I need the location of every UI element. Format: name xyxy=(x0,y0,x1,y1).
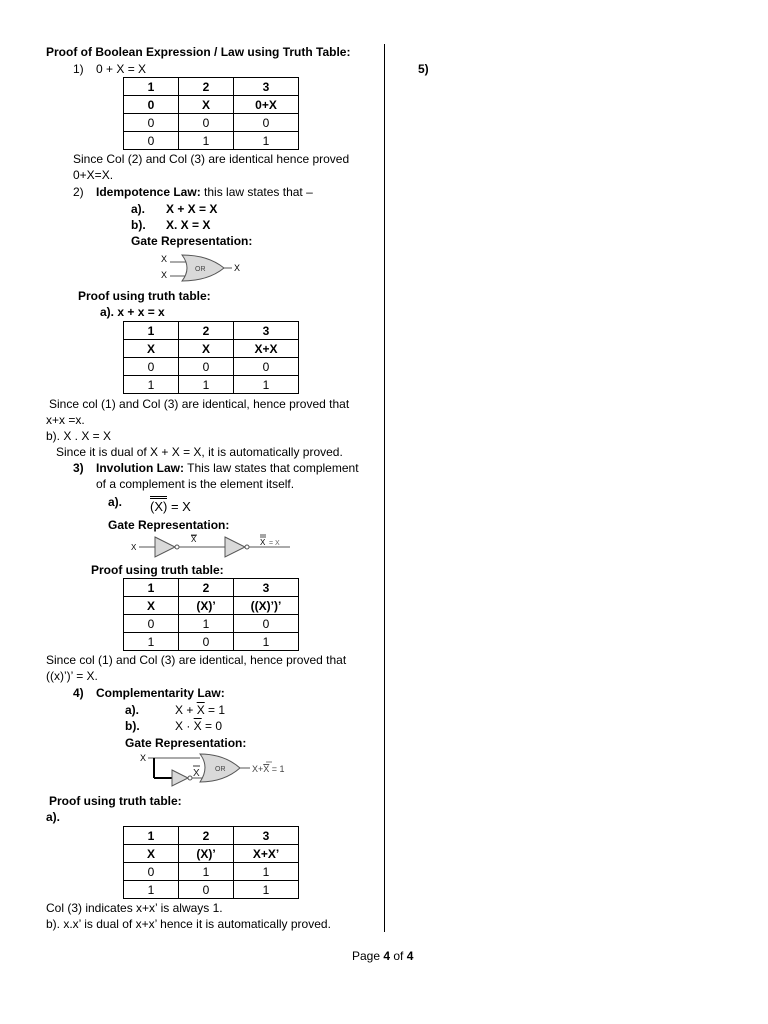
law2-conclusion: Since col (1) and Col (3) are identical, hence proved that xyxy=(49,397,350,411)
law2-b-line: b). X . X = X xyxy=(46,429,112,443)
complement-or-gate-diagram xyxy=(140,752,300,786)
law4-a-label: a). xyxy=(125,703,140,717)
table-row xyxy=(124,340,299,358)
table-row xyxy=(124,633,299,651)
expr-part: = 0 xyxy=(201,719,223,733)
table-cell: 0 xyxy=(124,358,179,376)
table-header-row xyxy=(124,579,299,597)
law3-conclusion-cont: ((x)’)’ = X. xyxy=(46,669,98,683)
table-cell: 0 xyxy=(179,358,234,376)
law2-description: this law states that – xyxy=(204,185,313,199)
table-cell: 0 xyxy=(124,863,179,881)
table-cell: 1 xyxy=(234,881,299,899)
expr-part: X + xyxy=(175,703,197,717)
table-row xyxy=(124,358,299,376)
table-header-cell: 2 xyxy=(179,579,234,597)
law4-title: Complementarity Law: xyxy=(96,686,225,700)
gate-input-label: X xyxy=(131,543,137,552)
law3-a-expression-rest: = X xyxy=(170,499,191,514)
table-row xyxy=(124,881,299,899)
table-header-cell: 3 xyxy=(234,827,299,845)
table-cell: 0 xyxy=(179,881,234,899)
table-cell: 0+X xyxy=(234,96,299,114)
table-cell: 0 xyxy=(179,633,234,651)
law2-b-label: b). xyxy=(131,218,146,232)
law3-proof-heading: Proof using truth table: xyxy=(91,563,224,577)
expr-part: X · xyxy=(175,719,194,733)
or-gate-label: OR xyxy=(195,266,206,273)
law4-conclusion-cont: b). x.x’ is dual of x+x’ hence it is automatically proved. xyxy=(46,917,331,931)
law1-conclusion: Since Col (2) and Col (3) are identical hence proved xyxy=(73,152,350,166)
table-cell: X xyxy=(179,340,234,358)
table-cell: 1 xyxy=(179,615,234,633)
table-header-cell: 2 xyxy=(179,78,234,96)
table-row xyxy=(124,863,299,881)
table-header-cell: 3 xyxy=(234,579,299,597)
law4-conclusion: Col (3) indicates x+x’ is always 1. xyxy=(46,901,223,915)
table-row xyxy=(124,114,299,132)
law1-truth-table xyxy=(123,77,299,150)
complement-var: $\overline{X}$ xyxy=(193,719,202,733)
table-cell: X+X’ xyxy=(234,845,299,863)
expr-part: = 1 xyxy=(204,703,226,717)
page-heading: Proof of Boolean Expression / Law using Truth Table: xyxy=(46,45,351,59)
law3-a-label: a). xyxy=(108,495,123,509)
table-cell: (X)’ xyxy=(179,597,234,615)
table-cell: 1 xyxy=(124,881,179,899)
footer-prefix: Page xyxy=(352,949,384,963)
not-gate-shape xyxy=(172,770,188,786)
law4-gate-heading: Gate Representation: xyxy=(125,736,247,750)
table-cell: 0 xyxy=(234,114,299,132)
law2-b-expression: X. X = X xyxy=(166,218,211,232)
table-header-row xyxy=(124,322,299,340)
table-row xyxy=(124,132,299,150)
table-header-cell: 2 xyxy=(179,322,234,340)
table-cell: X xyxy=(124,597,179,615)
table-cell: X xyxy=(124,340,179,358)
law2-number: 2) xyxy=(73,185,84,199)
law1-conclusion-cont: 0+X=X. xyxy=(73,168,114,182)
table-row xyxy=(124,597,299,615)
gate-mid-label: X xyxy=(191,535,197,544)
table-cell: X xyxy=(179,96,234,114)
law2-title: Idempotence Law: xyxy=(96,185,201,199)
gate-output-eq: = X xyxy=(269,540,280,547)
law4-a-expression xyxy=(175,702,225,718)
table-header-cell: 1 xyxy=(124,78,179,96)
table-row xyxy=(124,845,299,863)
law4-number: 4) xyxy=(73,686,84,700)
table-cell: 0 xyxy=(234,615,299,633)
table-header-cell: 3 xyxy=(234,78,299,96)
gate-output-label: X xyxy=(260,538,266,547)
table-cell: 1 xyxy=(124,376,179,394)
table-cell: 1 xyxy=(234,863,299,881)
law1-number: 1) xyxy=(73,62,84,76)
law3-title: Involution Law: xyxy=(96,461,184,475)
law3-conclusion: Since col (1) and Col (3) are identical, hence proved that xyxy=(46,653,347,667)
or-gate-diagram xyxy=(158,252,248,284)
law4-proof-heading: Proof using truth table: xyxy=(49,794,182,808)
law3-description: This law states that complement xyxy=(187,461,359,475)
gate-input-label: X xyxy=(140,753,147,763)
law2-proof-heading: Proof using truth table: xyxy=(78,289,211,303)
law2-dual-line: Since it is dual of X + X = X, it is automatically proved. xyxy=(56,445,343,459)
table-cell: 1 xyxy=(179,376,234,394)
law3-truth-table xyxy=(123,578,299,651)
law2-a-label: a). xyxy=(131,202,146,216)
gate-input-label: X xyxy=(161,254,168,264)
gate-output-label: X+X = 1 xyxy=(252,764,285,774)
not-gate-shape xyxy=(225,537,245,557)
complement-var: $\overline{X}$ xyxy=(196,703,205,717)
gate-output-label: X xyxy=(234,263,241,273)
law2-a-expression: X + X = X xyxy=(166,202,218,216)
law3-description-cont: of a complement is the element itself. xyxy=(96,477,295,491)
footer-page-number: 4 xyxy=(383,949,391,963)
table-cell: 1 xyxy=(124,633,179,651)
table-cell: X xyxy=(124,845,179,863)
law4-a-label2: a). xyxy=(46,810,61,824)
table-row xyxy=(124,615,299,633)
or-gate-label: OR xyxy=(215,766,226,773)
right-column-item-number: 5) xyxy=(418,62,429,76)
table-header-row xyxy=(124,827,299,845)
table-header-cell: 3 xyxy=(234,322,299,340)
page-footer xyxy=(352,948,413,964)
law4-truth-table xyxy=(123,826,299,899)
table-cell: 0 xyxy=(124,132,179,150)
footer-total-pages: 4 xyxy=(406,949,414,963)
table-header-cell: 1 xyxy=(124,322,179,340)
table-row xyxy=(124,96,299,114)
table-header-cell: 1 xyxy=(124,827,179,845)
table-cell: 0 xyxy=(124,114,179,132)
not-gates-diagram xyxy=(130,533,300,561)
table-header-cell: 1 xyxy=(124,579,179,597)
table-cell: 1 xyxy=(234,132,299,150)
column-divider xyxy=(384,44,385,932)
law2-sub-a: a). x + x = x xyxy=(100,305,165,319)
table-cell: X+X xyxy=(234,340,299,358)
table-row xyxy=(124,376,299,394)
law3-a-expression xyxy=(150,496,191,515)
law2-conclusion-cont: x+x =x. xyxy=(46,413,85,427)
table-header-cell: 2 xyxy=(179,827,234,845)
not-output-label: X xyxy=(193,768,200,779)
law4-b-expression xyxy=(175,718,222,734)
table-cell: ((X)’)’ xyxy=(234,597,299,615)
not-gate-shape xyxy=(155,537,175,557)
law1-expression: 0 + X = X xyxy=(96,62,147,76)
table-cell: (X)’ xyxy=(179,845,234,863)
table-cell: 0 xyxy=(124,615,179,633)
gate-input-label: X xyxy=(161,270,168,280)
law4-b-label: b). xyxy=(125,719,140,733)
law2-truth-table xyxy=(123,321,299,394)
table-header-row xyxy=(124,78,299,96)
footer-of: of xyxy=(390,949,407,963)
table-cell: 0 xyxy=(234,358,299,376)
table-cell: 1 xyxy=(179,132,234,150)
law2-gate-heading: Gate Representation: xyxy=(131,234,253,248)
law3-gate-heading: Gate Representation: xyxy=(108,518,230,532)
table-cell: 0 xyxy=(179,114,234,132)
double-complement-var: (X) xyxy=(150,499,168,514)
table-cell: 1 xyxy=(179,863,234,881)
table-cell: 1 xyxy=(234,376,299,394)
law3-number: 3) xyxy=(73,461,84,475)
table-cell: 0 xyxy=(124,96,179,114)
table-cell: 1 xyxy=(234,633,299,651)
